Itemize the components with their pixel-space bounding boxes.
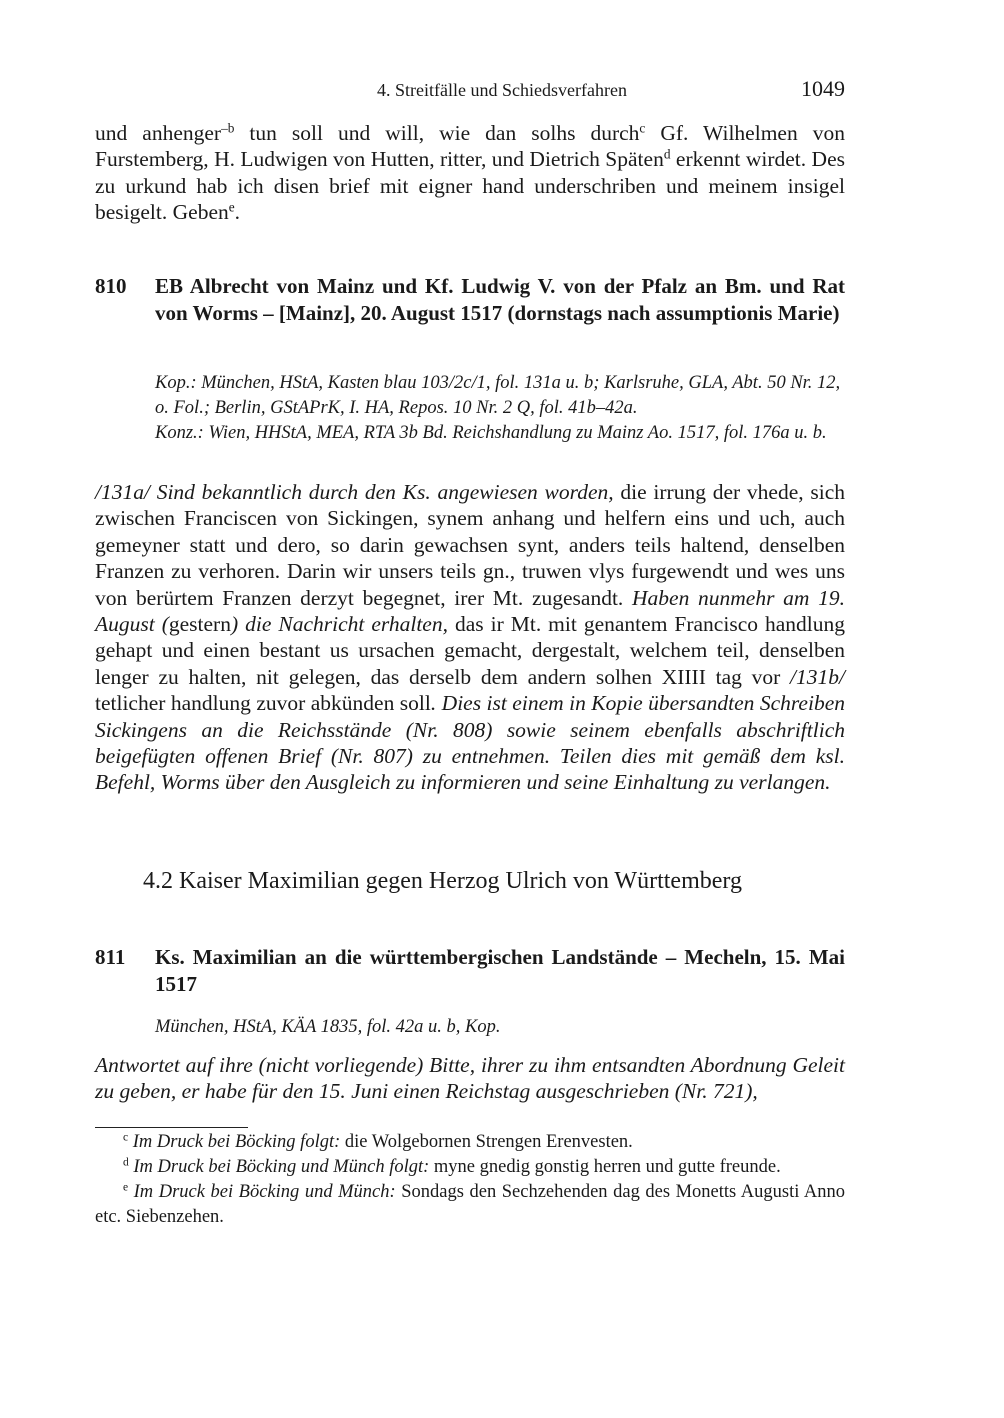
source-concept: Konz.: Wien, HHStA, MEA, RTA 3b Bd. Reichshandlung zu Mainz Ao. 1517, fol. 176a u. b. bbox=[155, 423, 827, 443]
footnote-marker: e bbox=[123, 1181, 129, 1194]
footnote-rule bbox=[95, 1127, 248, 1128]
text-run: . bbox=[234, 200, 241, 225]
paragraph-continuation bbox=[95, 120, 845, 226]
footnote-marker: –b bbox=[221, 120, 235, 136]
text-run: Im Druck bei Böcking und Münch: bbox=[128, 1182, 396, 1202]
document-811-text bbox=[95, 1052, 845, 1105]
text-run: und anhenger bbox=[95, 121, 222, 145]
text-run: Im Druck bei Böcking folgt: bbox=[128, 1132, 341, 1152]
text-run: ) die Nachricht erhalten, bbox=[230, 612, 448, 637]
text-run: die Wolgebornen Strengen Erenvesten. bbox=[340, 1132, 633, 1152]
text-run: erkennt wirdet. Des zu urkund hab ich disen brief mit eigner hand underschriben und meinem insigel besigelt. Geben bbox=[95, 147, 845, 225]
text-run: Im Druck bei Böcking und Münch folgt: bbox=[128, 1157, 430, 1177]
document-title: Ks. Maximilian an die württembergischen Landstände – Mecheln, 15. Mai 1517 bbox=[155, 945, 845, 996]
text-run: /131a/ Sind bekanntlich durch den Ks. angewiesen worden, bbox=[95, 480, 614, 504]
document-810-text bbox=[95, 479, 845, 796]
source-copy: München, HStA, KÄA 1835, fol. 42a u. b, Kop. bbox=[155, 1017, 501, 1037]
footnote-d bbox=[95, 1155, 845, 1180]
footnote-marker: d bbox=[123, 1156, 129, 1169]
text-run: die irrung der vhede, sich zwischen Franciscen von Sickingen, synem anhang und helfern eins und uch, auch gemeyner statt und dero, so darin gewachsen synt, anders teils haltend, denselben Franzen zu verhoren. Darin wir unsers teils gn., truwen vlys furgewendt und wes uns von berürtem Franzen derzyt begegnet, irer Mt. zugesandt. bbox=[95, 480, 845, 610]
document-number: 811 bbox=[95, 945, 126, 969]
text-run: . Dies ist einem in Kopie übersandten Schreiben Sickingens an die Reichsstände (Nr. 808) sowie seinem ebenfalls abschriftlich beigefügten offenen Brief (Nr. 807) zu entnehmen. Teilen dies mit gemäß dem ksl. Befehl, Worms über den Ausgleich zu informieren und seine Einhaltung zu verlangen. bbox=[95, 691, 845, 795]
text-run: Sondags den Sechzehenden dag des Monetts Augusti Anno etc. Siebenzehen. bbox=[95, 1182, 845, 1227]
section-heading: 4.2 Kaiser Maximilian gegen Herzog Ulrich von Württemberg bbox=[143, 868, 742, 894]
footnote-marker: d bbox=[663, 147, 671, 163]
text-run: Gf. Wilhelmen von Furstemberg, H. Ludwigen von Hutten, ritter, und Dietrich Späten bbox=[95, 121, 845, 172]
source-copies: Kop.: München, HStA, Kasten blau 103/2c/1, fol. 131a u. b; Karlsruhe, GLA, Abt. 50 Nr. 12, o. Fol.; Berlin, GStAPrK, I. HA, Repos. 10 Nr. 2 Q, fol. 41b–42a. bbox=[155, 373, 841, 418]
footnote-c bbox=[95, 1130, 845, 1155]
text-run: gestern bbox=[168, 612, 231, 637]
footnote-e bbox=[95, 1180, 845, 1230]
text-run: /131b/ bbox=[790, 664, 845, 689]
text-run: das ir Mt. mit genantem Francisco handlung gehapt und einen bestant us ursachen gemacht, dergestalt, welchem teil, denselben lenger zu halten, nit gelegen, das derselb dem andern solhen XIIII tag vor bbox=[95, 612, 845, 689]
document-810-heading bbox=[95, 273, 845, 326]
text-run: Antwortet auf ihre (nicht vorliegende) Bitte, ihrer zu ihm entsandten Abordnung Geleit zu geben, er habe für den 15. Juni einen Reichstag ausgeschrieben (Nr. 721), bbox=[95, 1053, 845, 1104]
text-run: Haben nunmehr am 19. August ( bbox=[95, 585, 845, 637]
document-number: 810 bbox=[95, 274, 127, 298]
document-title: EB Albrecht von Mainz und Kf. Ludwig V. von der Pfalz an Bm. und Rat von Worms – [Mainz], 20. August 1517 (dornstags nach assumptionis Marie) bbox=[155, 274, 845, 325]
document-811-heading bbox=[95, 944, 845, 997]
page-number: 1049 bbox=[801, 76, 845, 101]
text-run: myne gnedig gonstig herren und gutte freunde. bbox=[429, 1157, 781, 1177]
text-run: tun soll und will, wie dan solhs durch bbox=[234, 121, 640, 145]
footnote-marker: c bbox=[123, 1131, 129, 1144]
footnote-marker: e bbox=[228, 199, 235, 215]
footnote-marker: c bbox=[639, 120, 646, 136]
footnotes bbox=[95, 1130, 845, 1230]
text-run: tetlicher handlung zuvor abkünden soll bbox=[95, 691, 431, 716]
running-header: 4. Streitfälle und Schiedsverfahren bbox=[377, 80, 627, 100]
